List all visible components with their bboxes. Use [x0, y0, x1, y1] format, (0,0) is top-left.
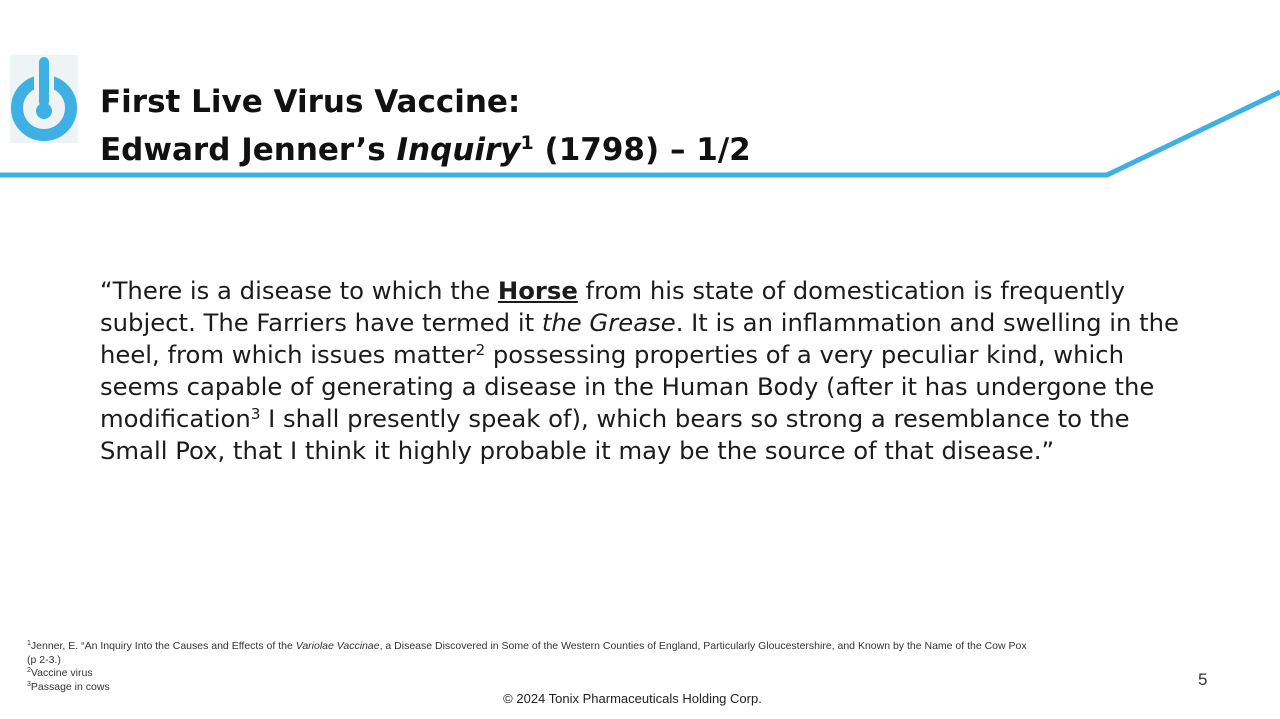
- quote-footnote-ref-2: 2: [475, 341, 486, 359]
- quote-footnote-ref-3: 3: [250, 405, 261, 423]
- footnote-2: [27, 667, 1027, 681]
- footnote-text: Passage in cows: [30, 680, 110, 693]
- title-footnote-ref: 1: [520, 132, 534, 154]
- footnote-text: , a Disease Discovered in Some of the Western Counties of England, Particularly Gloucestershire, and Known by the Name of the Cow Pox (p 2-3.): [27, 640, 1027, 666]
- footnote-number: 2: [27, 667, 31, 674]
- copyright-notice: © 2024 Tonix Pharmaceuticals Holding Corp.: [503, 691, 762, 706]
- slide-title: [100, 78, 751, 174]
- jenner-quote: [100, 275, 1190, 467]
- quote-text: “There is a disease to which the: [100, 276, 498, 305]
- footnote-text: Jenner, E. “An Inquiry Into the Causes and Effects of the: [30, 640, 296, 652]
- title-inquiry: Inquiry: [396, 132, 521, 168]
- title-line-1: First Live Virus Vaccine:: [100, 84, 521, 120]
- footnote-italic: Variolae Vaccinae: [295, 640, 380, 652]
- quote-text: I shall presently speak of), which bears so strong a resemblance to the Small Pox, that I think it highly probable it may be the source of that disease.”: [100, 404, 1130, 465]
- footnote-number: 3: [27, 680, 31, 688]
- quote-text: possessing properties of a very peculiar kind, which seems capable of generating a disease in the Human Body (after it has undergone the modification: [100, 340, 1155, 433]
- quote-text: . It is an inflammation and swelling in the heel, from which issues matter: [100, 308, 1179, 369]
- title-author: Edward Jenner’s: [100, 132, 397, 168]
- quote-grease-italic: the Grease: [541, 308, 676, 337]
- footnote-text: Vaccine virus: [30, 667, 93, 679]
- footnote-number: 1: [27, 640, 31, 647]
- quote-text: from his state of domestication is frequently subject. The Farriers have termed it: [100, 276, 1126, 337]
- title-year: (1798) – 1/2: [533, 132, 751, 168]
- page-number: 5: [1198, 670, 1208, 689]
- footnote-1: [27, 640, 1027, 667]
- title-line-2: [100, 132, 751, 168]
- quote-horse-emphasis: Horse: [497, 276, 578, 305]
- footnotes: [27, 640, 1027, 694]
